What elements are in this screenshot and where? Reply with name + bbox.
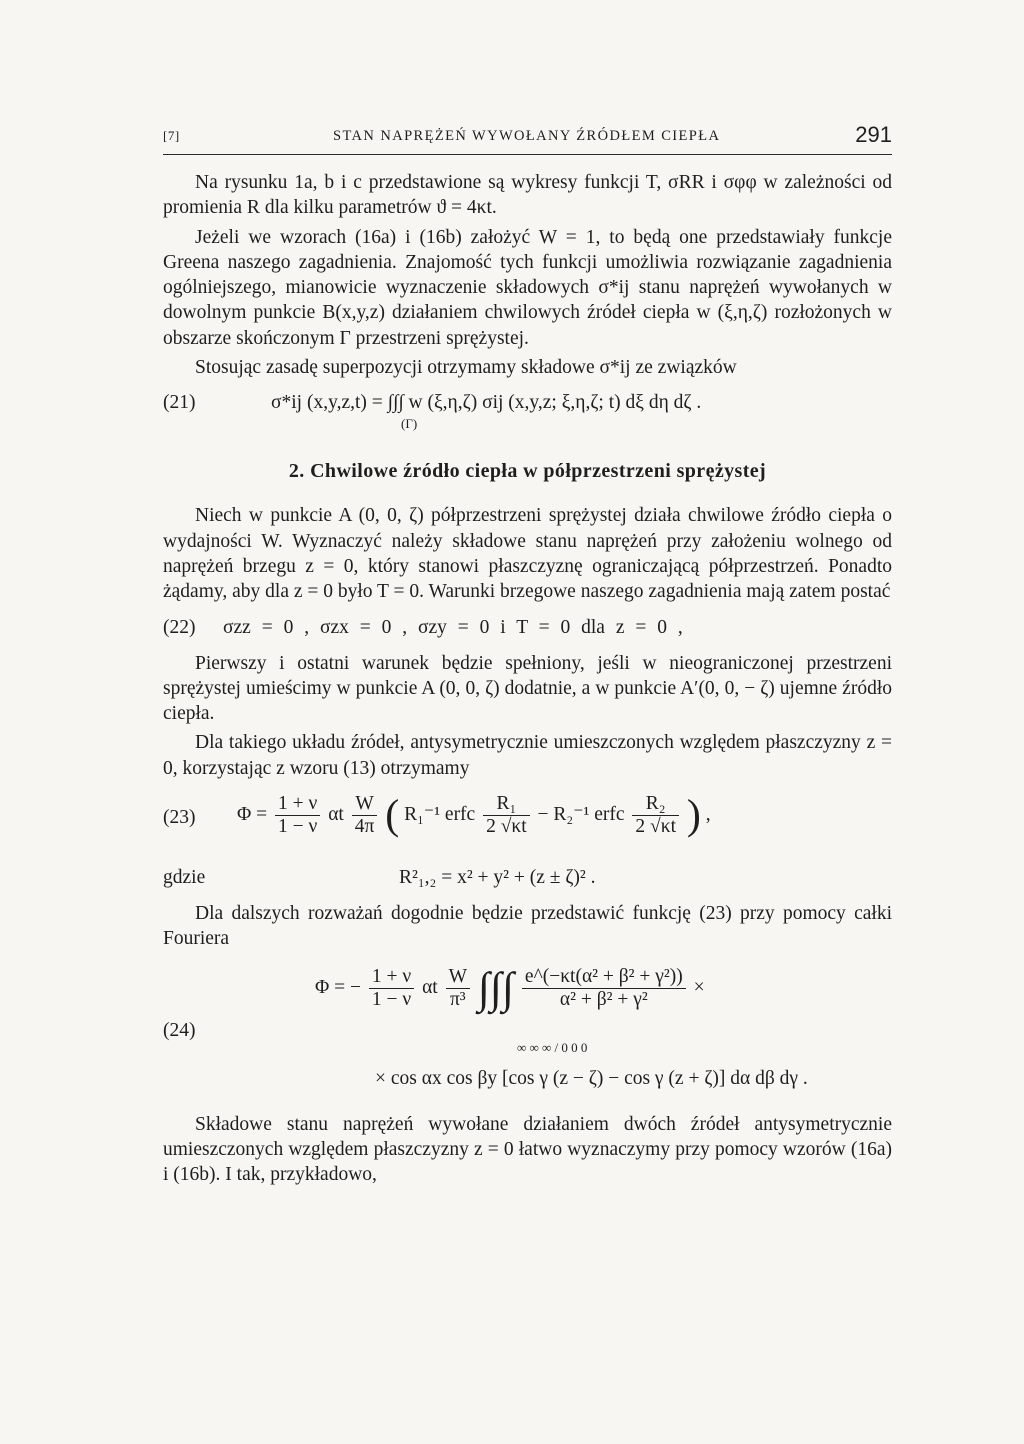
section-number: [7] — [163, 128, 180, 143]
paragraph-7: Dla dalszych rozważań dogodnie będzie przedstawić funkcję (23) przy pomocy całki Fouriera — [163, 903, 892, 950]
right-paren: ) — [686, 792, 701, 839]
paragraph-8: Składowe stanu naprężeń wywołane działaniem dwóch źródeł antysymetrycznie umieszczonych względem płaszczyzny z = 0 łatwo wyznaczymy przy pomocy wzorów (16a) i (16b). I tak, przykładowo, — [163, 1113, 892, 1186]
gdzie-line — [163, 863, 892, 893]
equation-body: σ*ij (x,y,z,t) = ∫∫∫ w (ξ,η,ζ) σij (x,y,z; ξ,η,ζ; t) dξ dη dζ . — [271, 392, 702, 414]
equation-24-line-1 — [315, 963, 705, 1013]
equation-body: Φ = $\frac{1 + \nu}{1 - \nu}$ αt $\frac{W}{4\pi}$ ( R₁⁻¹ erfc $\frac{\text{R₁}}{2 √\kappa t}$ − R₂⁻¹ erfc $\frac{\text{R₂}}{2 √\kappa t}$ ) , — [237, 792, 711, 839]
paragraph-6: Dla takiego układu źródeł, antysymetrycznie umieszczonych względem płaszczyzny z = 0, korzystając z wzoru (13) otrzymamy — [163, 732, 892, 779]
paragraph-5: Pierwszy i ostatni warunek będzie spełniony, jeśli w nieograniczonej przestrzeni sprężystej umieścimy w punkcie A (0, 0, ζ) dodatnie, a w punkcie A′(0, 0, − ζ) ujemne źródło ciepła. — [163, 652, 892, 725]
equation-number: (24) — [163, 1019, 196, 1041]
equation-24 — [163, 962, 892, 1098]
eq-term2: − R₂⁻¹ erfc — [537, 804, 625, 826]
equation-24-line-2: × cos αx cos βy [cos γ (z − ζ) − cos γ (z + ζ)] dα dβ dγ . — [375, 1067, 808, 1089]
paragraph-3: Stosując zasadę superpozycji otrzymamy składowe σ*ij ze związków — [195, 357, 737, 379]
integral-limits: ∞ ∞ ∞ / 0 0 0 — [517, 1039, 588, 1055]
page-body — [163, 170, 892, 1188]
fraction-w: $\frac{W}{\text{π³}}$ — [446, 966, 470, 1011]
integration-domain: (Γ) — [401, 416, 418, 432]
fraction-r1: $\frac{\text{R₁}}{2 √\kappa t}$ — [483, 793, 530, 838]
paragraph-1: Na rysunku 1a, b i c przedstawione są wykresy funkcji T, σRR i σφφ w zależności od promienia R dla kilku parametrów ϑ = 4κt. — [163, 172, 892, 219]
running-header — [163, 124, 892, 155]
eq-coef: αt — [422, 976, 438, 998]
equation-number: (21) — [163, 392, 196, 414]
paragraph-4: Niech w punkcie A (0, 0, ζ) półprzestrzeni sprężystej działa chwilowe źródło ciepła o wydajności W. Wyznaczyć należy składowe stanu naprężeń przy założeniu wolnego od naprężeń brzegu z = 0, który stanowi płaszczyznę ograniczającą półprzestrzeń. Ponadto żądamy, aby dla z = 0 było T = 0. Warunki brzegowe naszego zagadnienia mają zatem postać — [163, 505, 892, 603]
equation-23 — [163, 785, 892, 859]
left-paren: ( — [385, 792, 400, 839]
fraction-w: $\frac{W}{4\pi}$ — [352, 793, 378, 838]
equation-21 — [163, 388, 892, 432]
section-heading: 2. Chwilowe źródło ciepła w półprzestrzeni sprężystej — [288, 460, 767, 483]
fraction-nu: $\frac{1 + \nu}{1 - \nu}$ — [275, 793, 320, 838]
fraction-exp: $\frac{\text{e\textasciicircum{}(−κt(α² + β² + γ²))}}{\text{α² + β² + γ²}}$ — [522, 966, 686, 1011]
triple-integral-icon: ∫∫∫ — [477, 963, 515, 1013]
eq-lhs: Φ = − — [315, 976, 361, 998]
page-number: 291 — [855, 122, 892, 147]
eq-coef: αt — [328, 804, 344, 826]
fraction-nu: $\frac{1 + \nu}{1 - \nu}$ — [369, 966, 414, 1011]
equation-22 — [163, 613, 892, 643]
paragraph-2: Jeżeli we wzorach (16a) i (16b) założyć W = 1, to będą one przedstawiały funkcje Greena naszego zagadnienia. Znajomość tych funkcji umożliwia rozwiązanie zagadnienia ogólniejszego, mianowicie wyznaczenie składowych σ*ij stanu naprężeń wywołanych w dowolnym punkcie B(x,y,z) działaniem chwilowych źródeł ciepła w (ξ,η,ζ) rozłożonych w obszarze skończonym Γ przestrzeni sprężystej. — [163, 226, 892, 349]
eq-lhs: Φ = — [237, 804, 268, 826]
running-title: STAN NAPRĘŻEŃ WYWOŁANY ŹRÓDŁEM CIEPŁA — [333, 128, 721, 144]
gdzie-label: gdzie — [163, 867, 206, 889]
eq-term1: R₁⁻¹ erfc — [404, 804, 476, 826]
fraction-r2: $\frac{\text{R₂}}{2 √\kappa t}$ — [632, 793, 679, 838]
equation-number: (22) — [163, 616, 196, 638]
gdzie-equation: R²₁,₂ = x² + y² + (z ± ζ)² . — [399, 867, 596, 889]
equation-body: σzz = 0 , σzx = 0 , σzy = 0 i T = 0 dla z = 0 , — [223, 616, 683, 638]
equation-number: (23) — [163, 807, 196, 829]
times-sign: × — [693, 976, 705, 998]
